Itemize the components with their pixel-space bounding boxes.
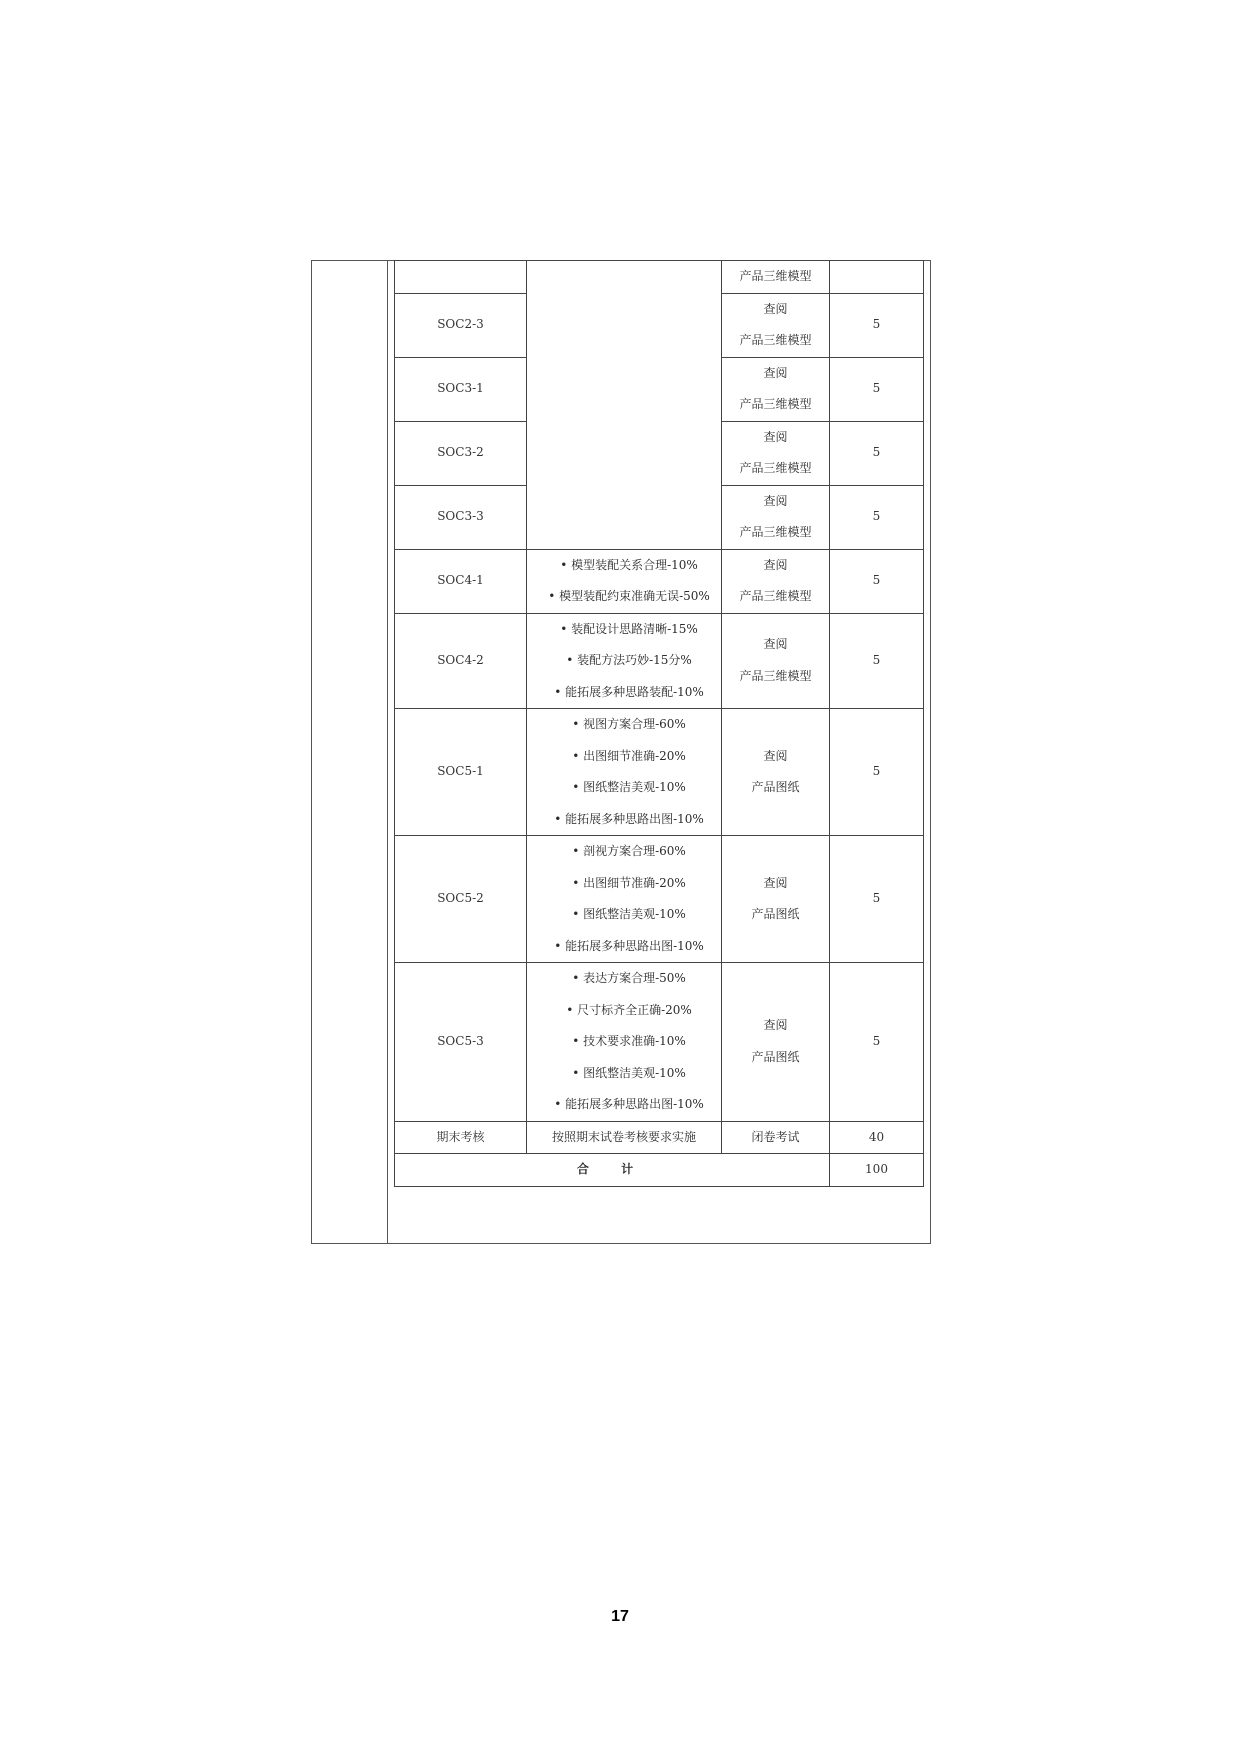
method-cell: 查阅 产品图纸 [722, 963, 830, 1122]
final-exam-criteria: 按照期末试卷考核要求实施 [527, 1121, 722, 1154]
table-row [395, 549, 924, 613]
objective-code [395, 261, 527, 294]
criteria-cell: • 表达方案合理-50% • 尺寸标齐全正确-20% • 技术要求准确-10% • 图纸整洁美观-10% • 能拓展多种思路出图-10% [527, 963, 722, 1122]
method-cell: 查阅 产品三维模型 [722, 549, 830, 613]
method-cell: 查阅 产品图纸 [722, 836, 830, 963]
method-cell: 查阅 产品三维模型 [722, 613, 830, 709]
final-exam-score: 40 [830, 1121, 924, 1154]
score-cell: 5 [830, 836, 924, 963]
score-cell: 5 [830, 549, 924, 613]
final-exam-method: 闭卷考试 [722, 1121, 830, 1154]
score-cell: 5 [830, 709, 924, 836]
objective-code: SOC5-1 [395, 709, 527, 836]
objective-code: SOC4-2 [395, 613, 527, 709]
score-cell: 5 [830, 293, 924, 357]
table-row [395, 836, 924, 963]
total-score: 100 [830, 1154, 924, 1187]
objective-code: SOC2-3 [395, 293, 527, 357]
objective-code: SOC5-3 [395, 963, 527, 1122]
objective-code: SOC5-2 [395, 836, 527, 963]
table-row [395, 963, 924, 1122]
outer-frame-divider [387, 261, 388, 1243]
table-row [395, 709, 924, 836]
objective-code: SOC3-1 [395, 357, 527, 421]
method-cell: 查阅 产品三维模型 [722, 421, 830, 485]
criteria-cell: • 剖视方案合理-60% • 出图细节准确-20% • 图纸整洁美观-10% • 能拓展多种思路出图-10% [527, 836, 722, 963]
criteria-cell-empty [527, 261, 722, 550]
score-cell: 5 [830, 613, 924, 709]
page-number: 17 [611, 1608, 629, 1625]
objective-code: SOC3-2 [395, 421, 527, 485]
objective-code: SOC4-1 [395, 549, 527, 613]
score-cell: 5 [830, 421, 924, 485]
method-cell: 查阅 产品三维模型 [722, 485, 830, 549]
total-row [395, 1154, 924, 1187]
score-cell: 5 [830, 485, 924, 549]
method-cell: 查阅 产品图纸 [722, 709, 830, 836]
method-cell: 查阅 产品三维模型 [722, 293, 830, 357]
criteria-cell: • 视图方案合理-60% • 出图细节准确-20% • 图纸整洁美观-10% • 能拓展多种思路出图-10% [527, 709, 722, 836]
table-row [395, 613, 924, 709]
final-exam-label: 期末考核 [395, 1121, 527, 1154]
criteria-cell: • 装配设计思路清晰-15% • 装配方法巧妙-15分% • 能拓展多种思路装配-10% [527, 613, 722, 709]
assessment-table [394, 260, 924, 1187]
score-cell: 5 [830, 963, 924, 1122]
table-row [395, 261, 924, 294]
final-exam-row [395, 1121, 924, 1154]
total-label: 合 计 [395, 1154, 830, 1187]
criteria-cell: • 模型装配关系合理-10% • 模型装配约束准确无误-50% [527, 549, 722, 613]
method-cell: 产品三维模型 [722, 261, 830, 294]
method-cell: 查阅 产品三维模型 [722, 357, 830, 421]
score-cell [830, 261, 924, 294]
objective-code: SOC3-3 [395, 485, 527, 549]
score-cell: 5 [830, 357, 924, 421]
